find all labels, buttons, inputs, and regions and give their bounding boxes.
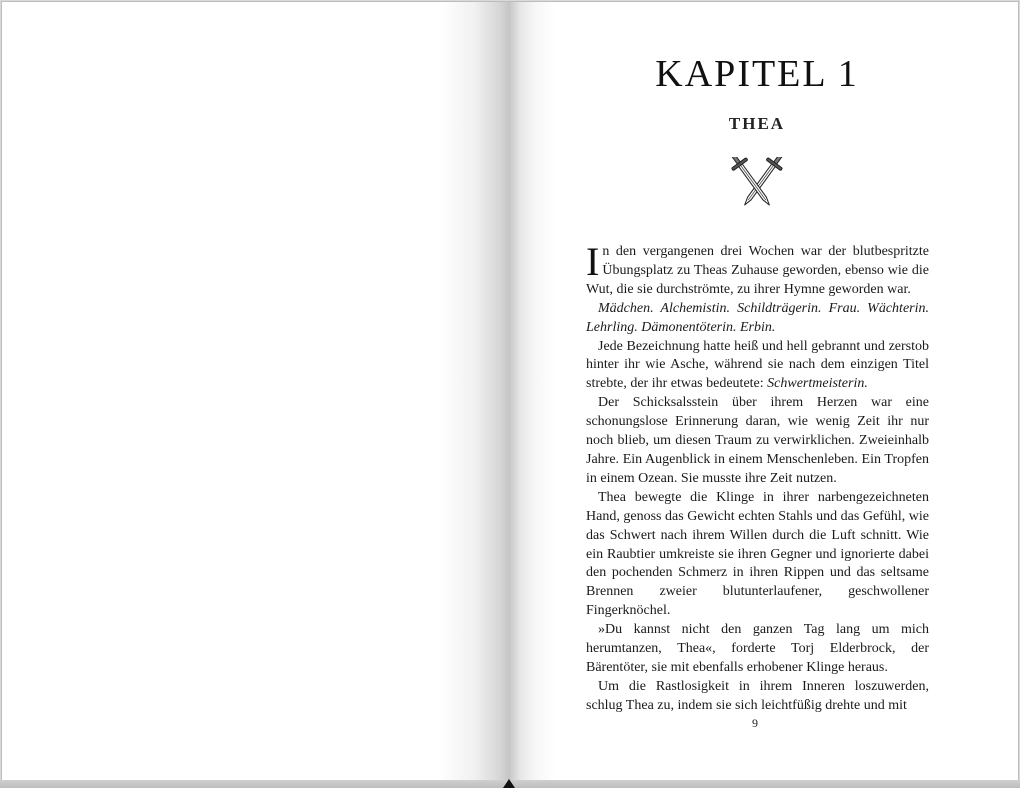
- paragraph-4: [586, 394, 929, 489]
- page-number: 9: [752, 716, 758, 730]
- paragraph-1-text: n den vergangenen drei Wochen war der blutbespritzte Übungsplatz zu Theas Zuhause geworden, ebenso wie die Wut, die sie durchströmte, zu ihrer Hymne geworden war.: [586, 244, 929, 297]
- chapter-subtitle: THEA: [728, 114, 786, 133]
- paragraph-3-emphasis: Schwertmeisterin.: [767, 376, 868, 392]
- paragraph-4-text: Der Schicksalsstein über ihrem Herzen war eine schonungslose Erinnerung daran, wie wenig Zeit ihr nur noch blieb, um diesen Traum zu verwirklichen. Zweieinhalb Jahre. Ein Augenblick in einem Menschenleben. Ein Tropfen in einem Ozean. Sie musste ihre Zeit nutzen.: [586, 395, 929, 486]
- chapter-title: KAPITEL 1: [655, 53, 859, 95]
- paragraph-3: [586, 338, 929, 395]
- paragraph-7: [586, 678, 929, 716]
- paragraph-6: [586, 621, 929, 678]
- chapter-body-text: [586, 239, 929, 716]
- paragraph-7-text: Um die Rastlosigkeit in ihrem Inneren loszuwerden, schlug Thea zu, indem sie sich leichtfüßig drehte und mit: [586, 678, 929, 713]
- paragraph-1: [586, 239, 929, 300]
- left-page-blank: [2, 2, 510, 780]
- paragraph-2: [586, 300, 929, 338]
- paragraph-6-text: »Du kannst nicht den ganzen Tag lang um mich herumtanzen, Thea«, forderte Torj Elderbrock, der Bärentöter, sie mit ebenfalls erhobener Klinge heraus.: [586, 622, 929, 675]
- spine-marker-icon: [503, 779, 515, 788]
- drop-cap: I: [586, 239, 600, 284]
- paragraph-5-text: Thea bewegte die Klinge in ihrer narbengezeichneten Hand, genoss das Gewicht echten Stahls und das Gefühl, wie das Schwert nach ihrem Willen durch die Luft schnitt. Wie ein Raubtier umkreiste sie ihren Gegner und ignorierte dabei den pochenden Schmerz in ihren Rippen und das seltsame Brennen zweier blutunterlaufener, geschwollener Fingerknöchel.: [586, 489, 929, 619]
- crossed-swords-icon: [710, 157, 804, 219]
- paragraph-3-text: Jede Bezeichnung hatte heiß und hell gebrannt und zerstob hinter ihr wie Asche, während sie nach dem einzigen Titel strebte, der ihr etwas bedeutete:: [586, 338, 929, 392]
- paragraph-2-text: Mädchen. Alchemistin. Schildträgerin. Frau. Wächterin. Lehrling. Dämonentöterin. Erbin.: [586, 300, 929, 335]
- paragraph-5: [586, 489, 929, 621]
